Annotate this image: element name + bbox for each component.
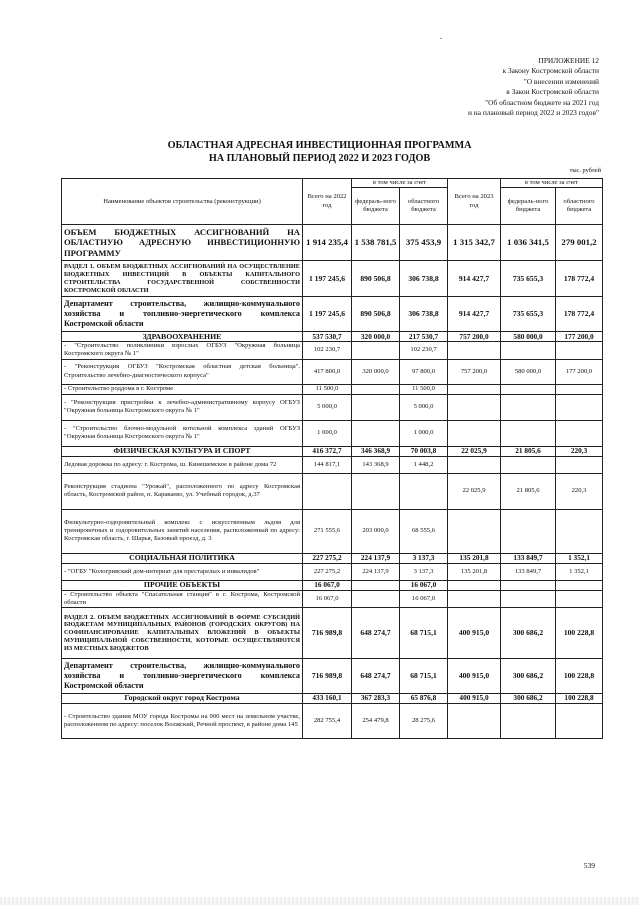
row-value: 21 805,6 — [501, 446, 556, 456]
row-value: 1 315 342,7 — [448, 225, 501, 261]
header-incl-2023: в том числе за счет — [501, 179, 603, 188]
row-value — [352, 473, 400, 509]
unit-label: тыс. рублей — [569, 167, 601, 174]
row-value — [352, 384, 400, 394]
row-value: 367 283,3 — [352, 694, 400, 704]
row-name: - Строительство здания МОУ города Костромы на 900 мест на земельном участке, расположенном по адресу: поселок Волжский, Речной проспект, в районе дома 145 — [62, 704, 303, 739]
row-value: 416 372,7 — [303, 446, 352, 456]
row-value — [556, 342, 603, 359]
table-row — [62, 704, 603, 739]
row-value: 1 352,1 — [556, 553, 603, 563]
row-value — [501, 590, 556, 607]
row-value — [448, 590, 501, 607]
page-number: 539 — [583, 861, 595, 870]
row-value — [448, 704, 501, 739]
row-value — [448, 456, 501, 473]
row-value: 22 025,9 — [448, 446, 501, 456]
row-value: 320 000,0 — [352, 359, 400, 384]
row-value — [501, 704, 556, 739]
row-name: ФИЗИЧЕСКАЯ КУЛЬТУРА И СПОРТ — [62, 446, 303, 456]
header-incl-2022: в том числе за счет — [352, 179, 448, 188]
row-name: - "ОГБУ "Кологривский дом-интернат для престарелых и инвалидов" — [62, 563, 303, 580]
appendix-line: и на плановый период 2022 и 2023 годов" — [467, 108, 599, 118]
header-name: Наименование объектов строительства (реконструкции) — [62, 179, 303, 225]
row-value — [556, 456, 603, 473]
row-value: 224 137,9 — [352, 563, 400, 580]
row-name: Департамент строительства, жилищно-коммунального хозяйства и топливно-энергетического комплекса Костромской области — [62, 659, 303, 694]
row-value: 346 368,9 — [352, 446, 400, 456]
row-name: Ледовая дорожка по адресу: г. Кострома, ш. Кинешемское в районе дома 72 — [62, 456, 303, 473]
row-value: 227 275,2 — [303, 563, 352, 580]
row-value: 133 849,7 — [501, 563, 556, 580]
sec-row — [62, 608, 603, 659]
appendix-block — [279, 56, 599, 118]
row-value: 400 915,0 — [448, 659, 501, 694]
row-value — [352, 394, 400, 420]
row-value: 254 479,8 — [352, 704, 400, 739]
scan-speck — [440, 38, 442, 39]
table-row — [62, 590, 603, 607]
title-line-1: ОБЛАСТНАЯ АДРЕСНАЯ ИНВЕСТИЦИОННАЯ ПРОГРАММА — [167, 140, 472, 151]
header-total-2022: Всего на 2022 год — [303, 179, 352, 225]
row-value: 580 000,0 — [501, 359, 556, 384]
row-value: 102 230,7 — [400, 342, 448, 359]
grp-row — [62, 446, 603, 456]
row-value — [556, 590, 603, 607]
row-value — [501, 420, 556, 446]
row-name: Реконструкция стадиона "Урожай", расположенного по адресу Костромская область, Костромской район, п. Караваево, ул. Учебный городок, д.37 — [62, 473, 303, 509]
row-value: 1 352,1 — [556, 563, 603, 580]
header-federal-2022: федераль-ного бюджета — [352, 188, 400, 225]
row-value: 580 000,0 — [501, 332, 556, 342]
row-name: ЗДРАВООХРАНЕНИЕ — [62, 332, 303, 342]
row-value: 16 067,0 — [400, 590, 448, 607]
row-value: 220,3 — [556, 473, 603, 509]
row-value: 70 003,8 — [400, 446, 448, 456]
row-value: 1 000,0 — [400, 420, 448, 446]
row-value: 28 275,6 — [400, 704, 448, 739]
row-value: 1 197 245,6 — [303, 261, 352, 297]
row-value: 203 000,0 — [352, 509, 400, 553]
row-name: - "Реконструкция пристройки к лечебно-административному корпусу ОГБУЗ "Окружная больница Костромского округа № 1" — [62, 394, 303, 420]
row-name: Физкультурно-оздоровительный комплекс с искусственным льдом для тренировочных и оздоровительных занятий населения, расположенный по адресу: Костромская область, г. Шарья, Базовый проезд, д. 3 — [62, 509, 303, 553]
table-row — [62, 473, 603, 509]
row-value: 16 067,0 — [303, 590, 352, 607]
table-row — [62, 359, 603, 384]
row-value: 177 200,0 — [556, 359, 603, 384]
row-value — [556, 509, 603, 553]
row-name: - "Строительство блочно-модульной котельной комплекса зданий ОГБУЗ "Окружная больница Костромского округа № 1" — [62, 420, 303, 446]
row-value: 68 555,6 — [400, 509, 448, 553]
row-value — [556, 384, 603, 394]
row-value: 144 817,1 — [303, 456, 352, 473]
row-value: 177 200,0 — [556, 332, 603, 342]
row-value: 21 805,6 — [501, 473, 556, 509]
row-value — [501, 580, 556, 590]
row-value: 22 025,9 — [448, 473, 501, 509]
row-value: 68 715,1 — [400, 659, 448, 694]
row-value: 178 772,4 — [556, 261, 603, 297]
row-value — [501, 384, 556, 394]
row-value: 300 686,2 — [501, 608, 556, 659]
row-value: 97 800,0 — [400, 359, 448, 384]
appendix-line: в Закон Костромской области — [506, 87, 599, 97]
row-value — [556, 420, 603, 446]
row-value: 320 000,0 — [352, 332, 400, 342]
row-value — [556, 580, 603, 590]
row-value: 1 000,0 — [303, 420, 352, 446]
row-value: 914 427,7 — [448, 297, 501, 332]
table-row — [62, 563, 603, 580]
row-value — [501, 394, 556, 420]
row-value — [352, 342, 400, 359]
row-value — [556, 394, 603, 420]
row-value: 224 137,9 — [352, 553, 400, 563]
investment-program-table — [61, 178, 603, 739]
row-value: 890 506,8 — [352, 261, 400, 297]
title-line-2: НА ПЛАНОВЫЙ ПЕРИОД 2022 И 2023 ГОДОВ — [208, 152, 431, 164]
table-row — [62, 394, 603, 420]
row-value: 1 036 341,5 — [501, 225, 556, 261]
row-name: - Строительство роддома в г. Костроме — [62, 384, 303, 394]
row-value — [448, 509, 501, 553]
row-value: 306 738,8 — [400, 261, 448, 297]
row-value: 135 201,8 — [448, 563, 501, 580]
row-value: 65 876,8 — [400, 694, 448, 704]
row-value: 178 772,4 — [556, 297, 603, 332]
row-value: 100 228,8 — [556, 659, 603, 694]
row-name: - "Реконструкция ОГБУЗ "Костромская областная детская больница". Строительство лечебно-диагностического корпуса" — [62, 359, 303, 384]
row-value: 300 686,2 — [501, 659, 556, 694]
dept-row — [62, 659, 603, 694]
header-total-2023: Всего на 2023 год — [448, 179, 501, 225]
sec-row — [62, 261, 603, 297]
row-value: 716 989,8 — [303, 608, 352, 659]
row-value: 135 201,8 — [448, 553, 501, 563]
row-value: 100 228,8 — [556, 694, 603, 704]
total-row — [62, 225, 603, 261]
row-name: Городской округ город Кострома — [62, 694, 303, 704]
header-regional-2023: областного бюджета — [556, 188, 603, 225]
row-value: 3 137,3 — [400, 563, 448, 580]
document-title — [0, 140, 639, 165]
row-value — [448, 420, 501, 446]
row-value: 133 849,7 — [501, 553, 556, 563]
appendix-line: "О внесении изменений — [523, 76, 599, 86]
row-value — [400, 473, 448, 509]
scan-edge — [0, 897, 639, 905]
row-value: 537 530,7 — [303, 332, 352, 342]
row-value: 68 715,1 — [400, 608, 448, 659]
row-value: 3 137,3 — [400, 553, 448, 563]
row-value: 271 555,6 — [303, 509, 352, 553]
row-value — [501, 509, 556, 553]
table-row — [62, 456, 603, 473]
row-value: 306 738,8 — [400, 297, 448, 332]
grp-row — [62, 553, 603, 563]
row-value: 914 427,7 — [448, 261, 501, 297]
row-name: Департамент строительства, жилищно-коммунального хозяйства и топливно-энергетического комплекса Костромской области — [62, 297, 303, 332]
row-value: 143 368,9 — [352, 456, 400, 473]
appendix-line: ПРИЛОЖЕНИЕ 12 — [538, 56, 599, 65]
header-regional-2022: областного бюджета — [400, 188, 448, 225]
row-value: 100 228,8 — [556, 608, 603, 659]
row-value: 16 067,0 — [400, 580, 448, 590]
row-value — [352, 590, 400, 607]
table-row — [62, 384, 603, 394]
row-name: СОЦИАЛЬНАЯ ПОЛИТИКА — [62, 553, 303, 563]
row-value: 282 755,4 — [303, 704, 352, 739]
row-value: 375 453,9 — [400, 225, 448, 261]
row-value: 1 538 781,5 — [352, 225, 400, 261]
row-value: 1 448,2 — [400, 456, 448, 473]
row-value: 279 001,2 — [556, 225, 603, 261]
row-name: - Строительство объекта "Спасательная станция" в г. Кострома, Костромской области — [62, 590, 303, 607]
row-value: 648 274,7 — [352, 659, 400, 694]
row-value — [303, 473, 352, 509]
row-value: 1 197 245,6 — [303, 297, 352, 332]
row-value: 417 800,0 — [303, 359, 352, 384]
appendix-line: к Закону Костромской области — [502, 66, 599, 76]
row-value: 716 989,8 — [303, 659, 352, 694]
row-value: 5 000,0 — [400, 394, 448, 420]
row-value: 757 200,0 — [448, 359, 501, 384]
row-value: 735 655,3 — [501, 297, 556, 332]
row-value — [556, 704, 603, 739]
row-value: 5 000,0 — [303, 394, 352, 420]
row-value — [448, 384, 501, 394]
table-row — [62, 509, 603, 553]
table-row — [62, 420, 603, 446]
table-row — [62, 342, 603, 359]
row-value: 16 067,0 — [303, 580, 352, 590]
row-value: 735 655,3 — [501, 261, 556, 297]
row-value: 757 200,0 — [448, 332, 501, 342]
row-value: 648 274,7 — [352, 608, 400, 659]
row-name: ОБЪЕМ БЮДЖЕТНЫХ АССИГНОВАНИЙ НА ОБЛАСТНУЮ АДРЕСНУЮ ИНВЕСТИЦИОННУЮ ПРОГРАММУ — [62, 225, 303, 261]
row-value — [501, 456, 556, 473]
row-name: РАЗДЕЛ 1. ОБЪЕМ БЮДЖЕТНЫХ АССИГНОВАНИЙ НА ОСУЩЕСТВЛЕНИЕ БЮДЖЕТНЫХ ИНВЕСТИЦИЙ В ОБЪЕКТЫ КАПИТАЛЬНОГО СТРОИТЕЛЬСТВА ГОСУДАРСТВЕННОЙ СОБСТВЕННОСТИ КОСТРОМСКОЙ ОБЛАСТИ — [62, 261, 303, 297]
row-value: 11 500,0 — [400, 384, 448, 394]
appendix-line: "Об областном бюджете на 2021 год — [485, 97, 599, 107]
grp-row — [62, 332, 603, 342]
row-value: 400 915,0 — [448, 608, 501, 659]
row-value: 300 686,2 — [501, 694, 556, 704]
row-value — [448, 342, 501, 359]
row-value — [448, 394, 501, 420]
row-value — [352, 420, 400, 446]
row-value: 433 160,1 — [303, 694, 352, 704]
row-name: РАЗДЕЛ 2. ОБЪЕМ БЮДЖЕТНЫХ АССИГНОВАНИЙ В ФОРМЕ СУБСИДИЙ БЮДЖЕТАМ МУНИЦИПАЛЬНЫХ РАЙОНОВ (ГОРОДСКИХ ОКРУГОВ) НА СОФИНАНСИРОВАНИЕ КАПИТАЛЬНЫХ ВЛОЖЕНИЙ В ОБЪЕКТЫ МУНИЦИПАЛЬНОЙ СОБСТВЕННОСТИ, КОТОРЫЕ ОСУЩЕСТВЛЯЮТСЯ ИЗ МЕСТНЫХ БЮДЖЕТОВ — [62, 608, 303, 659]
row-value: 890 506,8 — [352, 297, 400, 332]
header-federal-2023: федераль-ного бюджета — [501, 188, 556, 225]
row-value: 11 500,0 — [303, 384, 352, 394]
row-value: 217 530,7 — [400, 332, 448, 342]
row-value: 102 230,7 — [303, 342, 352, 359]
row-value — [352, 580, 400, 590]
row-value: 220,3 — [556, 446, 603, 456]
row-value: 400 915,0 — [448, 694, 501, 704]
row-value: 227 275,2 — [303, 553, 352, 563]
row-value: 1 914 235,4 — [303, 225, 352, 261]
grp-row — [62, 580, 603, 590]
row-name: ПРОЧИЕ ОБЪЕКТЫ — [62, 580, 303, 590]
grp-row — [62, 694, 603, 704]
row-value — [501, 342, 556, 359]
dept-row — [62, 297, 603, 332]
header-row — [62, 179, 603, 188]
row-value — [448, 580, 501, 590]
row-name: - "Строительство поликлиники взрослых ОГБУЗ "Окружная больница Костромского округа № 1" — [62, 342, 303, 359]
